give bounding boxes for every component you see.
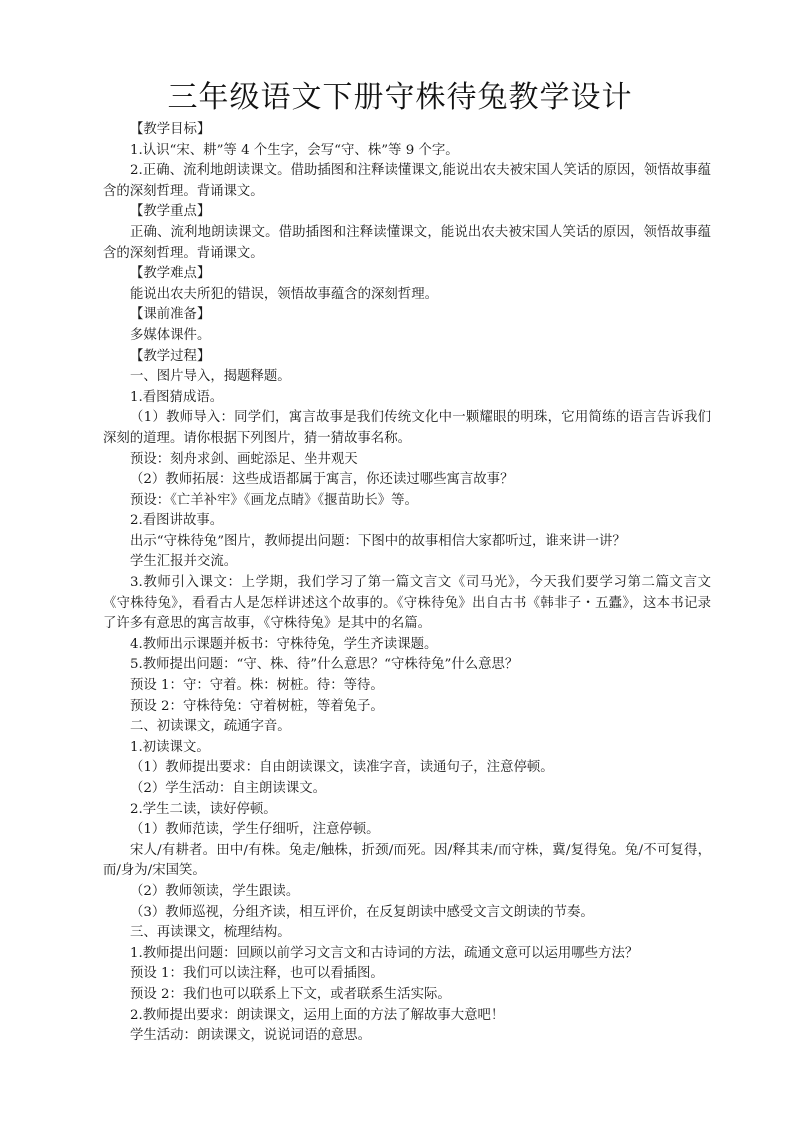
paragraph: 1.初读课文。	[130, 739, 210, 755]
paragraph: 多媒体课件。	[130, 327, 211, 343]
paragraph: 3.教师引入课文：上学期，我们学习了第一篇文言文《司马光》，今天我们要学习第二篇文言文《守株待兔》，看看古人是怎样讲述这个故事的。《守株待兔》出自古书《韩非子・五蠹》，这本书记录了许多有意思的寓言故事，《守株待兔》是其中的名篇。	[103, 575, 711, 632]
paragraph: 1.教师提出问题：回顾以前学习文言文和古诗词的方法，疏通文意可以运用哪些方法？	[130, 945, 639, 961]
paragraph: 1.看图猜成语。	[130, 389, 224, 405]
paragraph: （1）教师范读，学生仔细听，注意停顿。	[130, 822, 380, 838]
paragraph: （1）教师提出要求：自由朗读课文，读准字音，读通句子，注意停顿。	[130, 760, 554, 776]
paragraph: 【教学难点】	[130, 266, 211, 282]
paragraph: 能说出农夫所犯的错误，领悟故事蕴含的深刻哲理。	[130, 286, 438, 302]
paragraph: 预设：刻舟求剑、画蛇添足、坐井观天	[130, 451, 358, 467]
paragraph: 学生汇报并交流。	[130, 554, 238, 570]
paragraph: 三、再读课文，梳理结构。	[130, 925, 291, 941]
page-title: 三年级语文下册守株待兔教学设计	[167, 80, 633, 115]
paragraph: 学生活动：朗读课文，说说词语的意思。	[130, 1028, 372, 1044]
paragraph: （2）学生活动：自主朗读课文。	[130, 781, 326, 796]
paragraph: 预设 2：守株待兔：守着树桩，等着兔子。	[130, 698, 384, 714]
paragraph: （2）教师拓展：这些成语都属于寓言，你还读过哪些寓言故事？	[130, 472, 514, 488]
paragraph: 2.正确、流利地朗读课文。借助插图和注释读懂课文,能说出农夫被宋国人笑话的原因，领悟故事蕴含的深刻哲理。背诵课文。	[103, 163, 711, 199]
paragraph: 【教学重点】	[130, 204, 211, 220]
paragraph: 1.认识“宋、耕”等 4 个生字，会写“守、株”等 9 个字。	[130, 142, 459, 158]
paragraph: 二、初读课文，疏通字音。	[130, 719, 291, 735]
paragraph: （2）教师领读，学生跟读。	[130, 883, 300, 899]
paragraph: 2.教师提出要求：朗读课文，运用上面的方法了解故事大意吧！	[130, 1007, 505, 1023]
paragraph: 预设 2：我们也可以联系上下文，或者联系生活实际。	[130, 986, 451, 1002]
paragraph: 4.教师出示课题并板书：守株待兔，学生齐读课题。	[130, 636, 438, 652]
paragraph: 一、图片导入，揭题释题。	[130, 369, 291, 385]
paragraph: 正确、流利地朗读课文。借助插图和注释读懂课文，能说出农夫被宋国人笑话的原因，领悟故事蕴含的深刻哲理。背诵课文。	[103, 224, 711, 261]
paragraph: （1）教师导入：同学们，寓言故事是我们传统文化中一颗耀眼的明珠，它用简练的语言告诉我们深刻的道理。请你根据下列图片，猜一猜故事名称。	[103, 410, 711, 446]
paragraph: 【课前准备】	[130, 307, 211, 323]
paragraph: 宋人/有耕者。田中/有株。兔走/触株，折颈/而死。因/释其耒/而守株，冀/复得兔。兔/不可复得，而/身为/宋国笑。	[103, 842, 711, 879]
document-body	[103, 120, 711, 1047]
paragraph: （3）教师巡视，分组齐读，相互评价，在反复朗读中感受文言文朗读的节奏。	[130, 904, 594, 920]
paragraph: 【教学过程】	[130, 348, 211, 364]
paragraph: 2.看图讲故事。	[130, 513, 224, 529]
paragraph: 5.教师提出问题：“守、株、待”什么意思？“守株待兔”什么意思？	[130, 657, 519, 673]
paragraph: 预设 1：我们可以读注释，也可以看插图。	[130, 966, 384, 982]
paragraph: 2.学生二读，读好停顿。	[130, 801, 277, 817]
paragraph: 【教学目标】	[130, 122, 211, 137]
paragraph: 出示“守株待兔”图片，教师提出问题：下图中的故事相信大家都听过，谁来讲一讲？	[130, 533, 626, 549]
paragraph: 预设：《亡羊补牢》《画龙点睛》《揠苗助长》等。	[130, 492, 418, 508]
paragraph: 预设 1：守：守着。株：树桩。待：等待。	[130, 678, 384, 694]
